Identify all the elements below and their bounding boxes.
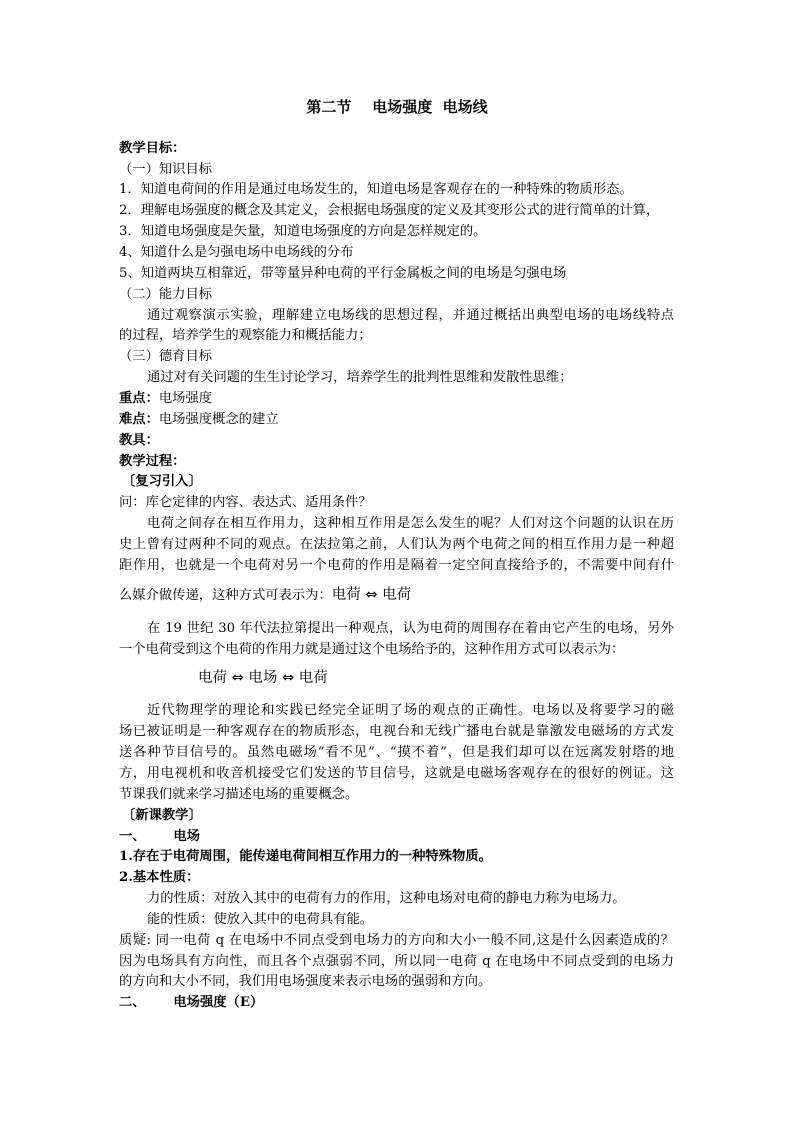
energy-property: 能的性质：使放入其中的电荷具有能。 [147,912,374,927]
goal-item-5: 5、知道两块互相靠近，带等量异种电荷的平行金属板之间的电场是匀强电场 [119,266,567,281]
goal-item-2: 2．理解电场强度的概念及其定义，会根据电场强度的定义及其变形公式的进行简单的计算， [119,203,660,218]
paragraph-line: 电荷之间存在相互作用力，这种相互作用是怎么发生的呢？人们对这个问题的认识在历 [147,516,674,531]
paragraph-text: 么媒介做传递，这种方式可表示为： [119,588,332,603]
section-1-heading: 一、 电场 [119,829,200,844]
force-property: 力的性质：对放入其中的电荷有力的作用，这种电场对电荷的静电力称为电场力。 [147,891,626,906]
question-line: 问：库仑定律的内容、表达式、适用条件？ [119,495,372,510]
key-point-label: 重点： [119,391,159,406]
section-2-heading: 二、 电场强度（E） [119,995,264,1010]
formula-charge-field-charge: 电荷 ⇔ 电场 ⇔ 电荷 [198,670,328,686]
paragraph-line: 送各种节目信号的。虽然电磁场“看不见”、“摸不着”，但是我们却可以在远离发射塔的地 [119,745,674,760]
difficult-point [119,410,279,430]
paragraph-line: 场已被证明是一种客观存在的物质形态，电视台和无线广播电台就是靠激发电磁场的方式发 [119,724,674,739]
paragraph-line-with-formula [119,585,411,606]
review-intro-heading: 〔复习引入〕 [122,474,202,489]
moral-goals-text: 通过对有关问题的生生讨论学习，培养学生的批判性思维和发散性思维； [147,370,573,385]
difficult-point-label: 难点： [119,412,159,427]
key-point [119,389,212,409]
moral-goals-heading: （三）德育目标 [119,349,213,364]
paragraph-line: 因为电场具有方向性，而且各个点强弱不同，所以同一电荷 q 在电场中不同点受到的电场力 [119,954,674,969]
paragraph-line: 史上曾有过两种不同的观点。在法拉第之前，人们认为两个电荷之间的相互作用力是一种超 [119,537,674,552]
teaching-process-heading: 教学过程： [119,454,186,469]
teaching-goals-heading: 教学目标： [119,141,186,156]
paragraph-line: 一个电荷受到这个电荷的作用力就是通过这个电场给予的，这种作用方式可以表示为： [119,642,625,657]
key-point-text: 电场强度 [158,391,213,406]
ability-goals-text: 通过观察演示实验，理解建立电场线的思想过程，并通过概括出典型电场的电场线特点 [147,308,674,323]
page-title: 第二节 电场强度 电场线 [306,98,488,116]
question-line: 质疑: 同一电荷 q 在电场中不同点受到电场力的方向和大小一般不同,这是什么因素造成的？ [119,933,674,948]
field-definition: 1.存在于电荷周围，能传递电荷间相互作用力的一种特殊物质。 [119,849,492,864]
difficult-point-text: 电场强度概念的建立 [158,412,279,427]
goal-item-3: 3．知道电场强度是矢量，知道电场强度的方向是怎样规定的。 [119,224,487,239]
formula-charge-charge: 电荷 ⇔ 电荷 [331,587,412,603]
paragraph-line: 的方向和大小不同，我们用电场强度来表示电场的强弱和方向。 [119,974,492,989]
paragraph-line: 在 19 世纪 30 年代法拉第提出一种观点，认为电荷的周围存在着由它产生的电场，另外 [147,621,674,636]
ability-goals-heading: （二）能力目标 [119,287,213,302]
knowledge-goals-heading: （一）知识目标 [119,162,213,177]
paragraph-line: 近代物理学的理论和实践已经完全证明了场的观点的正确性。电场以及将要学习的磁 [147,703,674,718]
paragraph-line: 方，用电视机和收音机接受它们发送的节目信号，这就是电磁场客观存在的很好的例证。这 [119,766,674,781]
goal-item-1: 1．知道电荷间的作用是通过电场发生的，知道电场是客观存在的一种特殊的物质形态。 [119,182,633,197]
paragraph-line: 距作用，也就是一个电荷对另一个电荷的作用是隔着一定空间直接给予的，不需要中间有什 [119,558,674,573]
goal-item-4: 4、知道什么是匀强电场中电场线的分布 [119,245,354,260]
ability-goals-text-cont: 的过程，培养学生的观察能力和概括能力； [119,328,372,343]
paragraph-line: 节课我们就来学习描述电场的重要概念。 [119,787,359,802]
new-lesson-heading: 〔新课教学〕 [122,808,202,823]
teaching-aids-heading: 教具： [119,433,159,448]
basic-property-heading: 2.基本性质： [119,870,200,885]
